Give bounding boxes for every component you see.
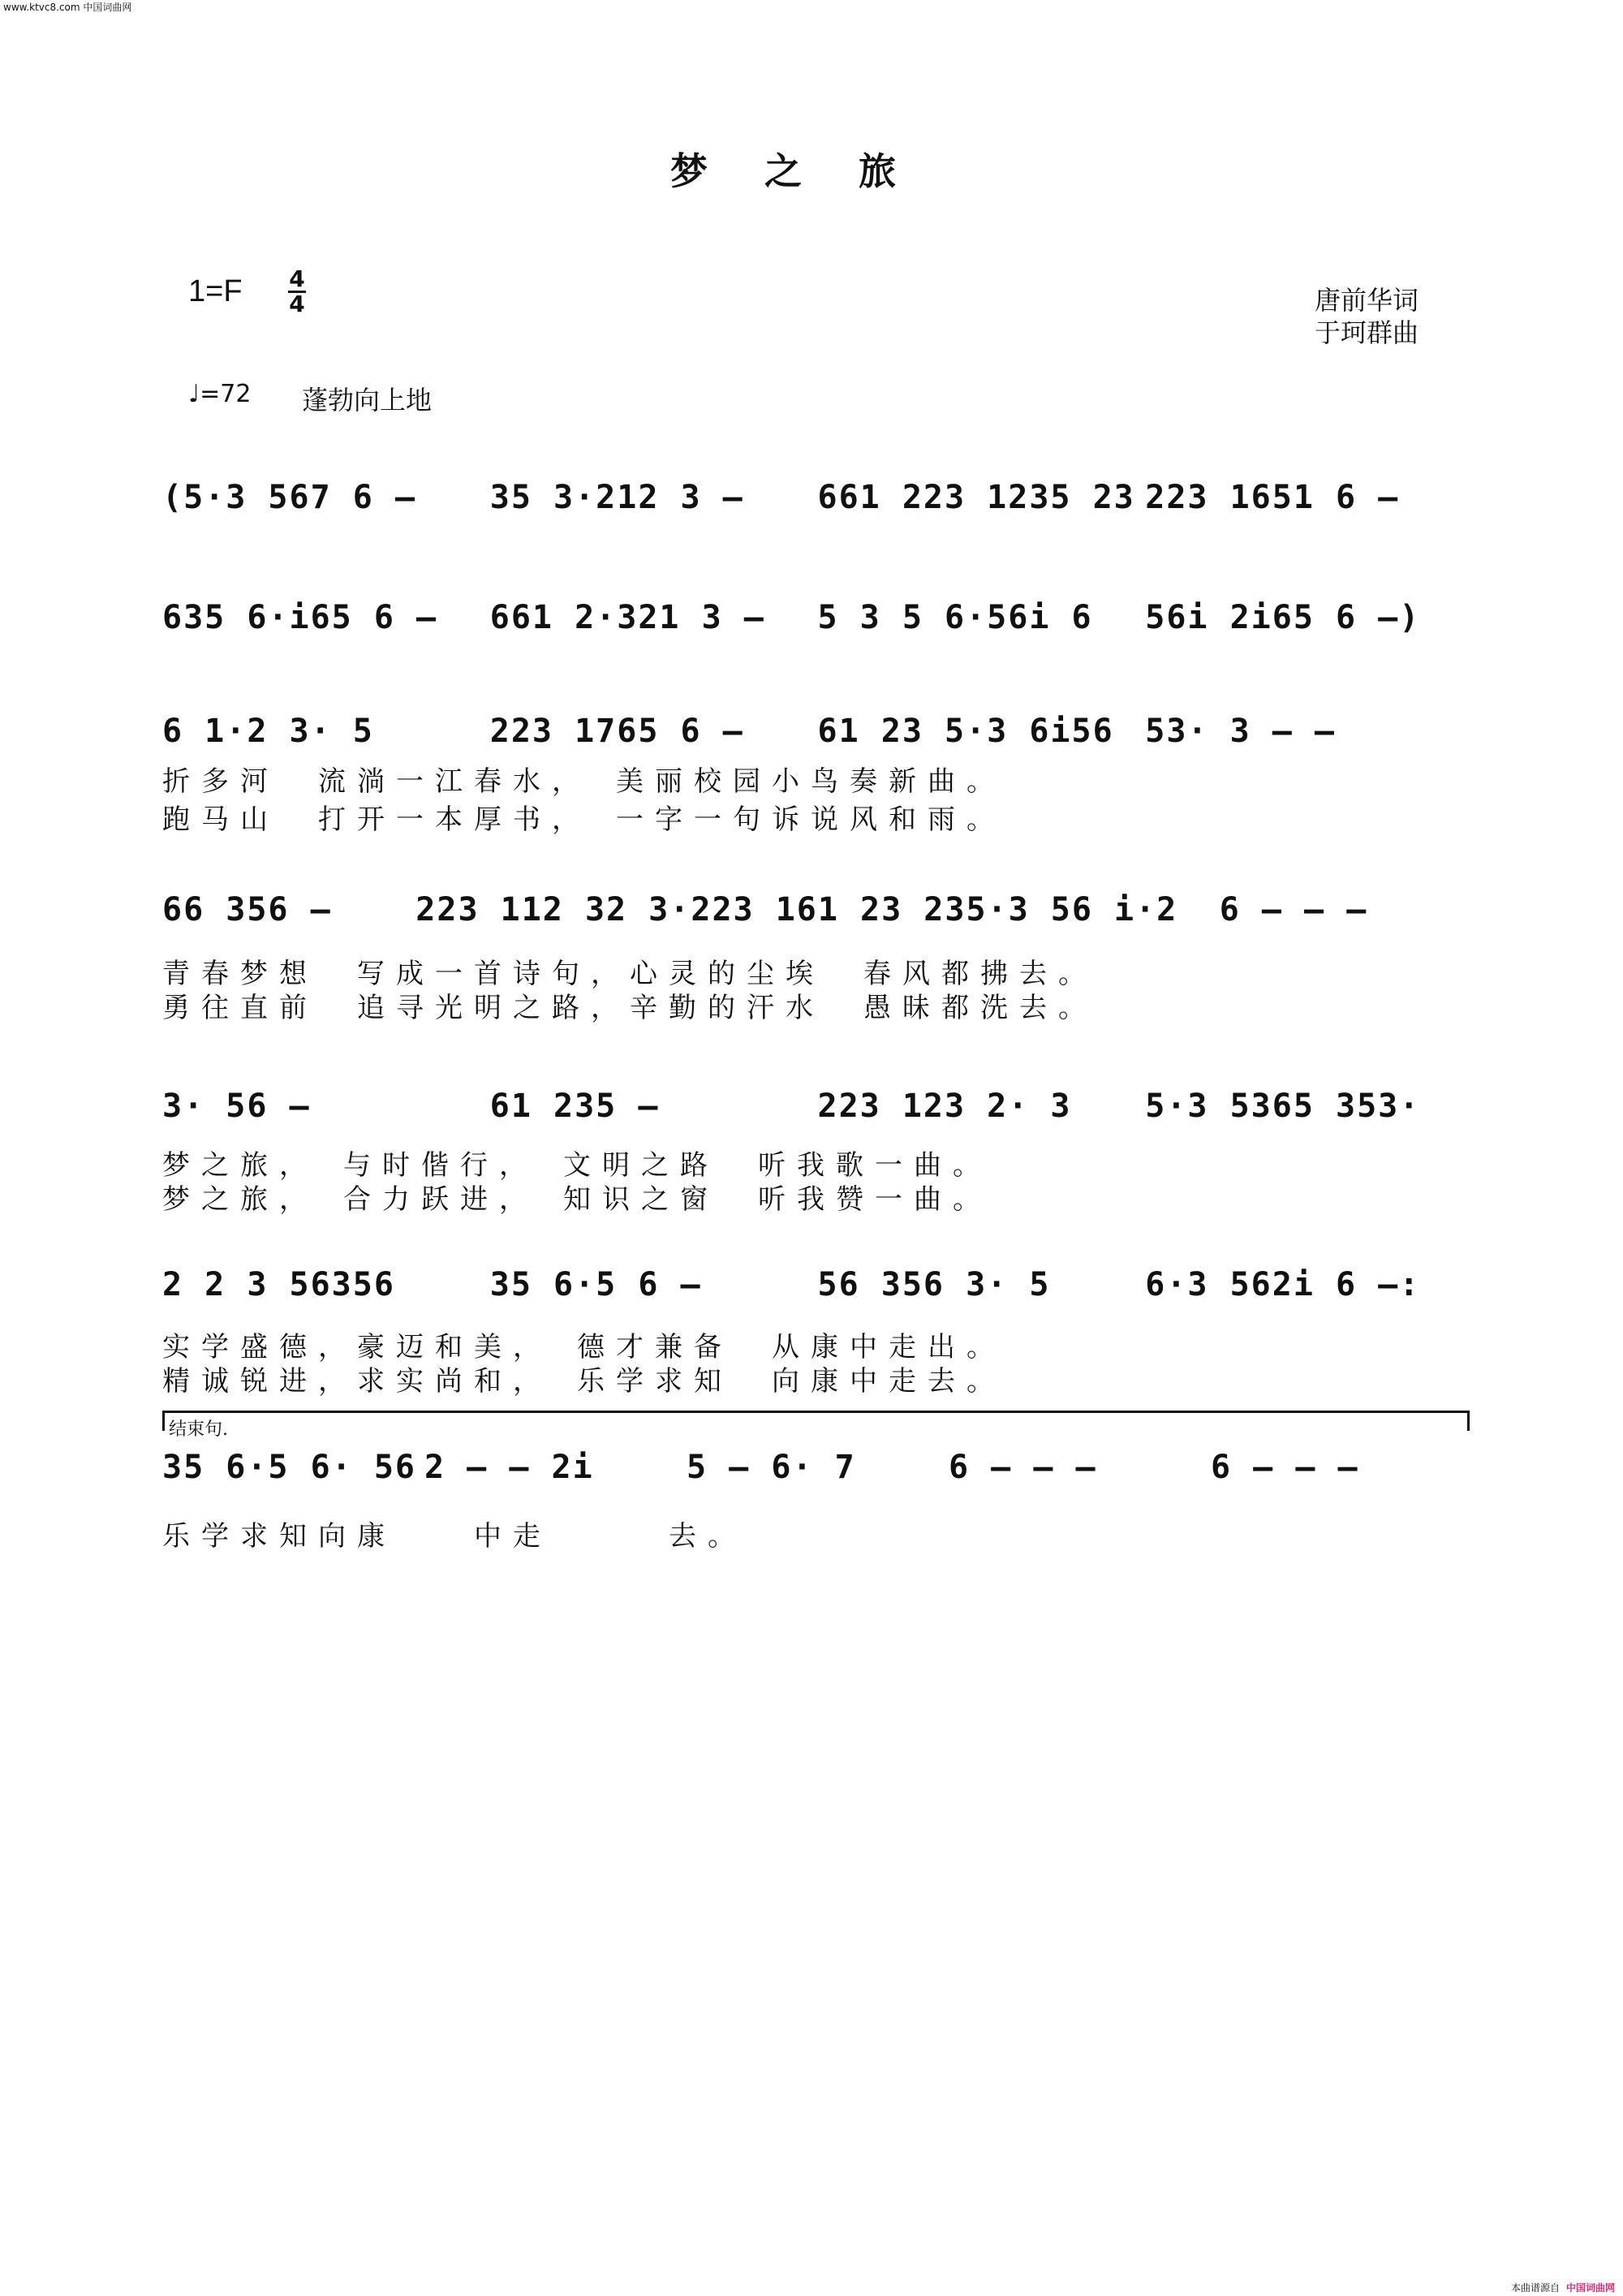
composer-credit: 于珂群曲 xyxy=(1314,317,1419,348)
meter-bottom: 4 xyxy=(289,291,305,317)
notation-line-1 xyxy=(162,479,1473,516)
lyric-verse-1: 折多河 流淌一江春水， 美丽校园小鸟奏新曲。 xyxy=(162,765,1005,798)
lyricist-credit: 唐前华词 xyxy=(1314,285,1419,316)
lyric-verse-1: 青春梦想 写成一首诗句，心灵的尘埃 春风都拂去。 xyxy=(162,958,1097,990)
measure: 6 – – – xyxy=(1211,1449,1359,1486)
time-signature xyxy=(288,265,306,317)
ending-bracket xyxy=(162,1411,1470,1431)
tempo-marking: ♩=72 xyxy=(188,380,252,408)
measure: 2 – – 2i xyxy=(424,1449,594,1486)
meter-top: 4 xyxy=(289,265,305,292)
measure: 223 1651 6 – xyxy=(1145,479,1400,516)
notation-line-7 xyxy=(162,1449,1473,1486)
measure: 35 6·5 6 – xyxy=(489,1266,702,1303)
measure: 56 356 3· 5 xyxy=(817,1266,1051,1303)
measure: 661 223 1235 23 xyxy=(817,479,1135,516)
notation-line-6 xyxy=(162,1266,1473,1303)
notation-line-3 xyxy=(162,713,1473,750)
measure: 223 1765 6 – xyxy=(489,713,744,750)
measure: 6 – – – xyxy=(949,1449,1097,1486)
lyric-verse-1: 实学盛德，豪迈和美， 德才兼备 从康中走出。 xyxy=(162,1331,1005,1363)
measure: 35 3·212 3 – xyxy=(489,479,744,516)
lyric-verse-2: 跑马山 打开一本厚书， 一字一句诉说风和雨。 xyxy=(162,803,1005,836)
lyric-verse-1: 梦之旅， 与时偕行， 文明之路 听我歌一曲。 xyxy=(162,1149,992,1182)
song-title: 梦之旅 xyxy=(670,149,953,193)
measure: 223 123 2· 3 xyxy=(817,1088,1072,1125)
measure: 661 2·321 3 – xyxy=(489,599,765,636)
measure: 35 6·5 6· 56 xyxy=(162,1449,416,1486)
measure: 53· 3 – – xyxy=(1145,713,1336,750)
measure: 223 112 32 3· xyxy=(415,891,691,928)
notation-line-2 xyxy=(162,599,1473,636)
measure: 5 – 6· 7 xyxy=(687,1449,856,1486)
measure: 66 356 – xyxy=(162,891,332,928)
notation-line-4 xyxy=(162,891,1473,928)
measure: (5·3 567 6 – xyxy=(162,479,416,516)
notation-line-5 xyxy=(162,1088,1473,1125)
measure: 61 23 5·3 6i56 xyxy=(817,713,1114,750)
measure: 2 2 3 56356 xyxy=(162,1266,395,1303)
measure: 3· 56 – xyxy=(162,1088,311,1125)
measure: 6·3 562i 6 –: xyxy=(1145,1266,1421,1303)
measure: 61 235 – xyxy=(489,1088,660,1125)
measure: 5 3 5 6·56i 6 xyxy=(817,599,1093,636)
measure: 223 161 23 23 xyxy=(691,891,966,928)
footer-note: 本曲谱源自 xyxy=(1510,2282,1560,2294)
lyric-verse-2: 精诚锐进，求实尚和， 乐学求知 向康中走去。 xyxy=(162,1365,1005,1398)
source-watermark: www.ktvc8.com 中国词曲网 xyxy=(3,2,132,13)
footer-credit xyxy=(1511,2281,1615,2294)
lyric-verse-2: 勇往直前 追寻光明之路，辛勤的汗水 愚昧都洗去。 xyxy=(162,992,1097,1024)
measure: 5·3 5365 353· xyxy=(1145,1088,1421,1125)
footer-brand: 中国词曲网 xyxy=(1565,2282,1615,2294)
measure: 6 – – – xyxy=(1219,891,1368,928)
measure: 56i 2i65 6 –) xyxy=(1145,599,1421,636)
measure: 6 1·2 3· 5 xyxy=(162,713,374,750)
lyric-verse-2: 梦之旅， 合力跃进， 知识之窗 听我赞一曲。 xyxy=(162,1183,992,1216)
measure: 635 6·i65 6 – xyxy=(162,599,438,636)
expression-marking: 蓬勃向上地 xyxy=(302,385,433,416)
measure: 5·3 56 i·2 xyxy=(966,891,1178,928)
ending-label: 结束句. xyxy=(169,1419,228,1440)
key-signature: 1=F xyxy=(188,274,243,308)
lyric-ending: 乐学求知向康 中走 去。 xyxy=(162,1520,747,1553)
